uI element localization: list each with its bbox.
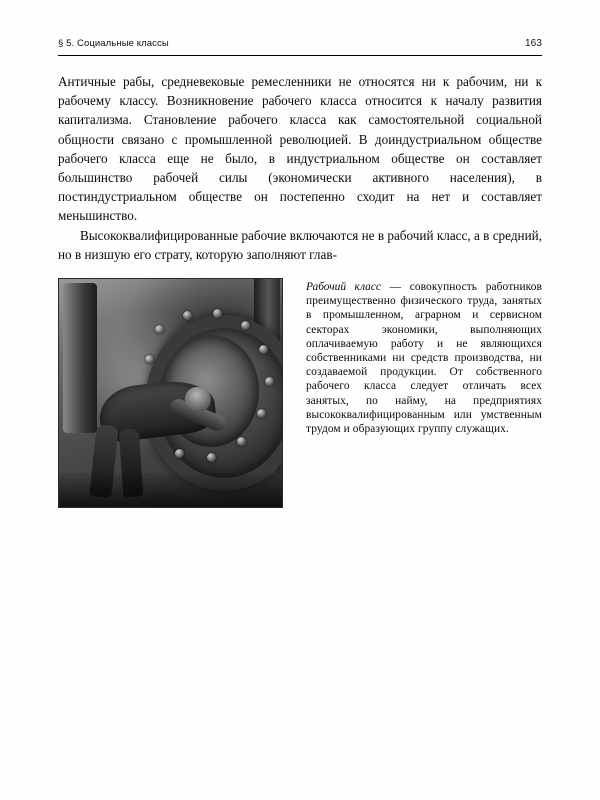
rivet — [183, 311, 192, 320]
rivet — [207, 453, 216, 462]
rivet — [175, 449, 184, 458]
rivet — [257, 409, 266, 418]
factory-floor — [59, 473, 282, 507]
header-divider — [58, 55, 542, 56]
body-text — [58, 72, 542, 264]
paragraph-2: Высококвалифицированные рабочие включаются не в рабочий класс, а в средний, но в низшую его страту, которую заполняют глав- — [58, 227, 542, 262]
running-head — [58, 38, 542, 49]
rivet — [259, 345, 268, 354]
rivet — [145, 355, 154, 364]
worker-at-industrial-boiler-photo — [58, 278, 283, 508]
rivet — [213, 309, 222, 318]
figure-and-note-block — [58, 278, 542, 508]
sidenote-term: Рабочий класс — [306, 281, 381, 293]
running-head-title: § 5. Социальные классы — [58, 38, 169, 49]
rivet — [237, 437, 246, 446]
rivet — [155, 325, 164, 334]
pipe-left — [63, 283, 97, 433]
rivet — [241, 321, 250, 330]
photo-background — [59, 279, 282, 507]
page-number: 163 — [525, 38, 542, 49]
sidenote-definition — [306, 280, 542, 436]
sidenote-text: — совокупность работников преимущественно физического труда, занятых в промышленном, аграрном и сервисном секторах экономики, выполняющих оплачиваемую работу и не являющихся собственниками ни средств производства, ни создаваемой продукции. От собственного рабочего класса следует отличать всех занятых, по найму, на предприятиях высококвалифицированным или умственным трудом и образующих группу служащих. — [306, 281, 542, 436]
paragraph-1: Античные рабы, средневековые ремесленники не относятся ни к рабочим, ни к рабочему классу. Возникновение рабочего класса относится к началу развития капитализма. Становление рабочего класса как самостоятельной социальной общности связано с промышленной революцией. В доиндустриальном обществе рабочего класса еще не было, в индустриальном обществе он составляет большинство рабочей силы (экономически активного населения), в постиндустриальном обществе он постепенно сходит на нет и составляет меньшинство. — [58, 74, 542, 224]
rivet — [265, 377, 274, 386]
